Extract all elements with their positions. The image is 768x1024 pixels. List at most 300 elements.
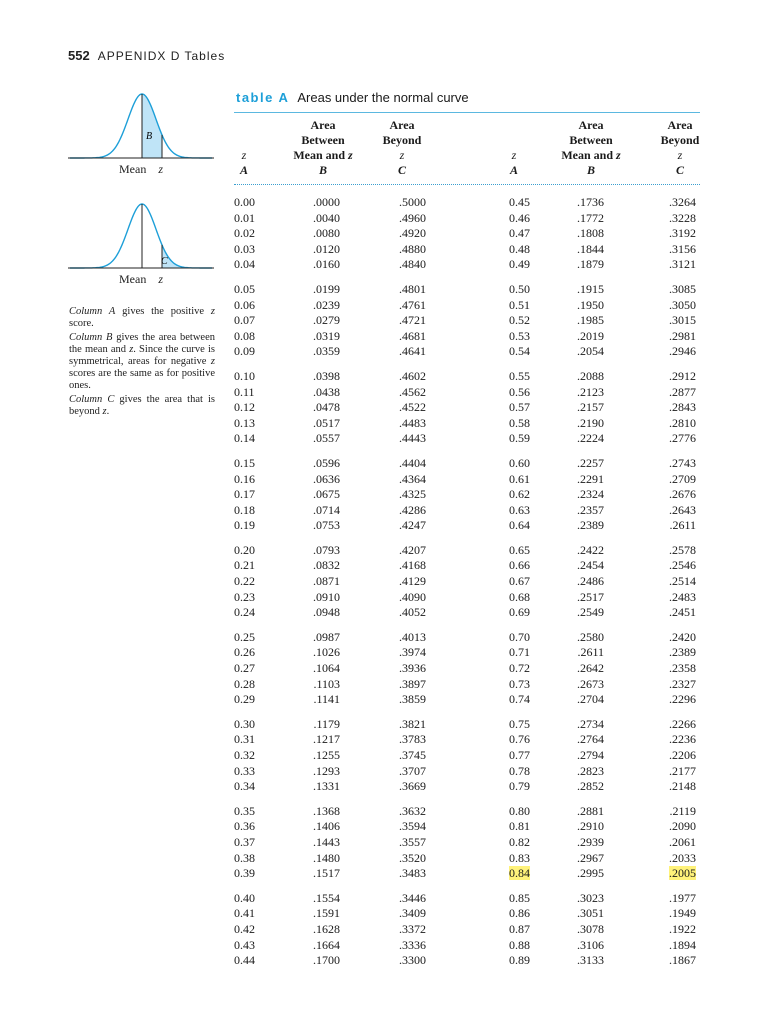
table-cell: .2389 — [577, 518, 604, 533]
table-cell: 0.50 — [509, 281, 530, 296]
table-cell: .3121 — [669, 257, 696, 272]
table-row — [234, 835, 700, 851]
column-header-1 — [224, 118, 264, 178]
column-header-line: Mean and z — [293, 148, 353, 162]
table-cell: 0.28 — [234, 676, 255, 691]
table-cell: .1517 — [313, 866, 340, 881]
table-cell: 0.83 — [509, 850, 530, 865]
table-cell: 0.15 — [234, 455, 255, 470]
table-caption: Areas under the normal curve — [297, 90, 469, 105]
table-cell: .4840 — [399, 257, 426, 272]
table-cell: .2546 — [669, 558, 696, 573]
table-cell: .0793 — [313, 542, 340, 557]
table-cell: .3078 — [577, 921, 604, 936]
table-cell: 0.12 — [234, 400, 255, 415]
table-cell: 0.19 — [234, 518, 255, 533]
table-cell: .1103 — [313, 676, 340, 691]
table-cell: .1480 — [313, 850, 340, 865]
table-cell: 0.41 — [234, 906, 255, 921]
table-cell: .3821 — [399, 716, 426, 731]
table-cell: .2995 — [577, 866, 604, 881]
column-header-line: Area — [389, 118, 415, 132]
table-cell: .2643 — [669, 502, 696, 517]
table-cell: 0.76 — [509, 732, 530, 747]
table-cell: .0279 — [313, 313, 340, 328]
table-cell: .1591 — [313, 906, 340, 921]
table-cell: 0.49 — [509, 257, 530, 272]
table-cell: .3974 — [399, 645, 426, 660]
table-cell: .0832 — [313, 558, 340, 573]
table-cell: .3594 — [399, 819, 426, 834]
table-cell: .2981 — [669, 328, 696, 343]
table-cell: .1664 — [313, 937, 340, 952]
table-row — [234, 906, 700, 922]
table-cell: 0.17 — [234, 487, 255, 502]
table-cell: .2422 — [577, 542, 604, 557]
table-row — [234, 630, 700, 646]
table-title — [236, 90, 469, 105]
table-cell: .1844 — [577, 241, 604, 256]
table-cell: .0160 — [313, 257, 340, 272]
table-cell: .2483 — [669, 589, 696, 604]
table-cell: .4920 — [399, 226, 426, 241]
column-letter: B — [586, 163, 595, 177]
table-cell: 0.36 — [234, 819, 255, 834]
table-cell: .4562 — [399, 384, 426, 399]
table-cell: 0.51 — [509, 297, 530, 312]
table-cell: .2642 — [577, 661, 604, 676]
table-cell: 0.26 — [234, 645, 255, 660]
table-cell: 0.61 — [509, 471, 530, 486]
table-cell — [500, 866, 530, 881]
table-cell: .2420 — [669, 629, 696, 644]
table-cell: 0.03 — [234, 241, 255, 256]
table-cell: 0.47 — [509, 226, 530, 241]
table-cell: .0359 — [313, 344, 340, 359]
column-header-line: Between — [569, 133, 613, 147]
table-row — [234, 717, 700, 733]
table-cell: 0.09 — [234, 344, 255, 359]
column-header-2 — [290, 118, 356, 178]
table-cell: .5000 — [399, 195, 426, 209]
table-cell: .2877 — [669, 384, 696, 399]
table-row — [234, 866, 700, 882]
table-cell: .1894 — [669, 937, 696, 952]
table-row — [234, 851, 700, 867]
table-cell: 0.81 — [509, 819, 530, 834]
table-cell: .1217 — [313, 732, 340, 747]
table-cell: .3106 — [577, 937, 604, 952]
table-cell: .0199 — [313, 281, 340, 296]
table-cell: .0398 — [313, 368, 340, 383]
table-cell: .2190 — [577, 415, 604, 430]
table-cell: .4168 — [399, 558, 426, 573]
table-cell: 0.74 — [509, 692, 530, 707]
table-cell: .2578 — [669, 542, 696, 557]
table-cell: .0239 — [313, 297, 340, 312]
table-cell: .3372 — [399, 921, 426, 936]
column-letter: B — [318, 163, 327, 177]
table-cell: 0.31 — [234, 732, 255, 747]
table-cell: 0.30 — [234, 716, 255, 731]
table-cell: 0.24 — [234, 605, 255, 620]
table-row — [234, 385, 700, 401]
table-cell: .3192 — [669, 226, 696, 241]
table-cell: .3897 — [399, 676, 426, 691]
column-header-3 — [372, 118, 432, 178]
table-cell: 0.60 — [509, 455, 530, 470]
table-cell: 0.08 — [234, 328, 255, 343]
table-row-group — [234, 717, 700, 795]
table-cell: .3228 — [669, 210, 696, 225]
table-cell: .3557 — [399, 834, 426, 849]
table-cell: .2823 — [577, 763, 604, 778]
table-cell: 0.35 — [234, 803, 255, 818]
table-cell: 0.57 — [509, 400, 530, 415]
table-cell: 0.02 — [234, 226, 255, 241]
table-row — [234, 487, 700, 503]
table-cell: 0.68 — [509, 589, 530, 604]
table-cell: .2611 — [669, 518, 696, 533]
table-cell: .4483 — [399, 415, 426, 430]
table-row — [234, 922, 700, 938]
table-cell: .1949 — [669, 906, 696, 921]
table-cell: 0.29 — [234, 692, 255, 707]
table-row — [234, 416, 700, 432]
table-cell: 0.32 — [234, 748, 255, 762]
table-cell: 0.62 — [509, 487, 530, 502]
table-cell: .2852 — [577, 779, 604, 794]
table-cell: .4681 — [399, 328, 426, 343]
table-cell: .2794 — [577, 748, 604, 762]
table-cell: 0.73 — [509, 676, 530, 691]
table-cell: .2734 — [577, 716, 604, 731]
table-cell: .4801 — [399, 281, 426, 296]
table-cell: .1064 — [313, 661, 340, 676]
table-cell: .0120 — [313, 241, 340, 256]
column-header-line: z — [241, 148, 247, 162]
table-top-rule — [234, 112, 700, 113]
table-cell: .0438 — [313, 384, 340, 399]
table-cell: .4641 — [399, 344, 426, 359]
table-cell: .0910 — [313, 589, 340, 604]
table-row — [234, 282, 700, 298]
table-cell: .4090 — [399, 589, 426, 604]
table-cell: 0.77 — [509, 748, 530, 762]
table-cell: .4404 — [399, 455, 426, 470]
table-cell: 0.71 — [509, 645, 530, 660]
table-cell: .3707 — [399, 763, 426, 778]
table-row — [234, 329, 700, 345]
highlighted-value: .2005 — [669, 866, 696, 881]
table-cell: 0.23 — [234, 589, 255, 604]
table-row — [234, 732, 700, 748]
table-cell: .4325 — [399, 487, 426, 502]
table-row — [234, 518, 700, 534]
table-cell: 0.72 — [509, 661, 530, 676]
table-cell: .1950 — [577, 297, 604, 312]
table-row — [234, 431, 700, 447]
table-row — [234, 938, 700, 954]
table-cell: .2580 — [577, 629, 604, 644]
table-cell: .0080 — [313, 226, 340, 241]
table-cell: .3133 — [577, 953, 604, 968]
table-cell: .2486 — [577, 574, 604, 589]
table-cell: .2019 — [577, 328, 604, 343]
table-cell — [662, 866, 696, 881]
table-cell: .3336 — [399, 937, 426, 952]
table-row — [234, 242, 700, 258]
table-cell: .2123 — [577, 384, 604, 399]
table-cell: 0.18 — [234, 502, 255, 517]
table-cell: .3051 — [577, 906, 604, 921]
table-cell: 0.87 — [509, 921, 530, 936]
table-cell: .2389 — [669, 645, 696, 660]
table-cell: 0.45 — [509, 195, 530, 209]
table-cell: .0478 — [313, 400, 340, 415]
table-row — [234, 226, 700, 242]
column-header-line: Beyond — [382, 133, 422, 147]
table-cell: 0.85 — [509, 890, 530, 905]
table-cell: 0.43 — [234, 937, 255, 952]
table-cell: 0.65 — [509, 542, 530, 557]
table-cell: .0000 — [313, 195, 340, 209]
table-cell: .2206 — [669, 748, 696, 762]
table-cell: .2910 — [577, 819, 604, 834]
table-cell: 0.38 — [234, 850, 255, 865]
normal-curve-figure-between — [66, 88, 216, 176]
table-cell: 0.56 — [509, 384, 530, 399]
table-cell: .2296 — [669, 692, 696, 707]
table-cell: .3264 — [669, 195, 696, 209]
table-cell: 0.78 — [509, 763, 530, 778]
table-cell: .4129 — [399, 574, 426, 589]
table-cell: 0.59 — [509, 431, 530, 446]
table-cell: 0.69 — [509, 605, 530, 620]
table-row — [234, 298, 700, 314]
table-cell: .3015 — [669, 313, 696, 328]
table-cell: .2358 — [669, 661, 696, 676]
table-cell: .2327 — [669, 676, 696, 691]
table-cell: .0636 — [313, 471, 340, 486]
table-cell: .3745 — [399, 748, 426, 762]
table-cell: .1179 — [313, 716, 340, 731]
table-row — [234, 692, 700, 708]
table-row — [234, 677, 700, 693]
normal-curve-b — [66, 88, 216, 163]
explanation-col-a: Column A gives the positive z score. — [69, 306, 215, 329]
table-cell: 0.58 — [509, 415, 530, 430]
table-cell: .2673 — [577, 676, 604, 691]
table-cell: .1293 — [313, 763, 340, 778]
table-cell: .1922 — [669, 921, 696, 936]
table-cell: 0.25 — [234, 629, 255, 644]
table-row — [234, 313, 700, 329]
table-cell: .1026 — [313, 645, 340, 660]
page-number: 552 — [68, 48, 90, 63]
region-label-c: C — [161, 256, 168, 267]
explanation-col-b: Column B gives the area between the mean and z. Since the curve is symmetrical, areas for negative z scores are the same as for positive ones. — [69, 332, 216, 391]
table-cell: 0.64 — [509, 518, 530, 533]
table-cell: .2054 — [577, 344, 604, 359]
table-cell: .2061 — [669, 834, 696, 849]
column-letter: A — [509, 163, 518, 177]
column-header-line: Area — [578, 118, 604, 132]
region-label-b: B — [146, 131, 153, 142]
table-cell: .1554 — [313, 890, 340, 905]
table-row-group — [234, 804, 700, 882]
table-cell: .0596 — [313, 455, 340, 470]
table-row — [234, 369, 700, 385]
table-cell: .0675 — [313, 487, 340, 502]
column-header-line: z — [511, 148, 517, 162]
column-explanation — [69, 306, 215, 420]
table-cell: .4052 — [399, 605, 426, 620]
table-cell: .0871 — [313, 574, 340, 589]
table-row — [234, 748, 700, 764]
table-row-group — [234, 195, 700, 273]
column-header-line: Beyond — [660, 133, 700, 147]
table-cell: 0.05 — [234, 281, 255, 296]
table-row — [234, 211, 700, 227]
table-cell: .2236 — [669, 732, 696, 747]
table-cell: .2257 — [577, 455, 604, 470]
table-cell: .2119 — [669, 803, 696, 818]
table-cell: 0.66 — [509, 558, 530, 573]
table-row-group — [234, 369, 700, 447]
table-cell: .2743 — [669, 455, 696, 470]
table-cell: 0.44 — [234, 953, 255, 968]
table-cell: .4960 — [399, 210, 426, 225]
table-cell: .1808 — [577, 226, 604, 241]
table-cell: .2090 — [669, 819, 696, 834]
table-cell: .3085 — [669, 281, 696, 296]
table-cell: .2224 — [577, 431, 604, 446]
table-cell: .4880 — [399, 241, 426, 256]
table-cell: 0.11 — [234, 384, 255, 399]
table-cell: .2881 — [577, 803, 604, 818]
table-cell: .3050 — [669, 297, 696, 312]
table-cell: .0319 — [313, 328, 340, 343]
table-cell: 0.52 — [509, 313, 530, 328]
table-cell: .4721 — [399, 313, 426, 328]
table-row — [234, 764, 700, 780]
column-header-line: Mean and z — [561, 148, 621, 162]
table-cell: 0.13 — [234, 415, 255, 430]
table-cell: .3669 — [399, 779, 426, 794]
table-cell: .0948 — [313, 605, 340, 620]
table-cell: 0.21 — [234, 558, 255, 573]
table-cell: .2291 — [577, 471, 604, 486]
table-row — [234, 819, 700, 835]
table-cell: .4247 — [399, 518, 426, 533]
column-letter: C — [397, 163, 406, 177]
table-cell: 0.20 — [234, 542, 255, 557]
highlighted-value: 0.84 — [509, 866, 530, 881]
table-cell: 0.07 — [234, 313, 255, 328]
running-head: APPENIDX D Tables — [97, 49, 226, 63]
table-row — [234, 953, 700, 969]
table-cell: .4207 — [399, 542, 426, 557]
table-cell: .2517 — [577, 589, 604, 604]
table-cell: .2912 — [669, 368, 696, 383]
table-cell: .3446 — [399, 890, 426, 905]
table-cell: .1879 — [577, 257, 604, 272]
table-row-group — [234, 891, 700, 969]
table-cell: 0.01 — [234, 210, 255, 225]
table-cell: .2148 — [669, 779, 696, 794]
table-cell: 0.75 — [509, 716, 530, 731]
table-cell: 0.10 — [234, 368, 255, 383]
table-header-rule — [234, 184, 700, 185]
page-header — [68, 48, 225, 63]
table-row — [234, 590, 700, 606]
table-cell: .3859 — [399, 692, 426, 707]
table-row — [234, 472, 700, 488]
table-cell: .2709 — [669, 471, 696, 486]
table-cell: .4522 — [399, 400, 426, 415]
table-cell: .4443 — [399, 431, 426, 446]
explanation-col-c: Column C gives the area that is beyond z. — [69, 394, 215, 417]
table-row — [234, 503, 700, 519]
table-cell: .1628 — [313, 921, 340, 936]
table-cell: 0.82 — [509, 834, 530, 849]
table-cell: .2266 — [669, 716, 696, 731]
table-cell: 0.14 — [234, 431, 255, 446]
table-cell: .2177 — [669, 763, 696, 778]
table-cell: 0.40 — [234, 890, 255, 905]
table-cell: .3632 — [399, 803, 426, 818]
table-cell: 0.06 — [234, 297, 255, 312]
table-cell: .4286 — [399, 502, 426, 517]
table-cell: 0.55 — [509, 368, 530, 383]
table-cell: .3520 — [399, 850, 426, 865]
normal-table — [234, 195, 700, 978]
table-cell: 0.42 — [234, 921, 255, 936]
table-cell: 0.33 — [234, 763, 255, 778]
column-header-5 — [556, 118, 626, 178]
normal-curve-c — [66, 198, 216, 273]
table-cell: 0.37 — [234, 834, 255, 849]
table-cell: 0.27 — [234, 661, 255, 676]
table-row — [234, 605, 700, 621]
table-cell: 0.46 — [509, 210, 530, 225]
table-cell: 0.54 — [509, 344, 530, 359]
table-cell: .0987 — [313, 629, 340, 644]
table-cell: .1977 — [669, 890, 696, 905]
table-cell: .3483 — [399, 866, 426, 881]
table-cell: .2764 — [577, 732, 604, 747]
figure-caption-1: Mean z — [119, 162, 163, 176]
normal-curve-figure-beyond — [66, 198, 216, 286]
column-letter: C — [675, 163, 684, 177]
table-cell: 0.16 — [234, 471, 255, 486]
column-header-6 — [650, 118, 710, 178]
column-header-line: Area — [667, 118, 693, 132]
table-cell: .2946 — [669, 344, 696, 359]
table-cell: .2549 — [577, 605, 604, 620]
table-cell: .1867 — [669, 953, 696, 968]
table-cell: .3409 — [399, 906, 426, 921]
table-cell: .0040 — [313, 210, 340, 225]
table-cell: .4602 — [399, 368, 426, 383]
table-cell: 0.63 — [509, 502, 530, 517]
table-cell: .2324 — [577, 487, 604, 502]
table-cell: 0.04 — [234, 257, 255, 272]
table-row-group — [234, 282, 700, 360]
table-row — [234, 891, 700, 907]
table-label: table A — [236, 90, 290, 105]
